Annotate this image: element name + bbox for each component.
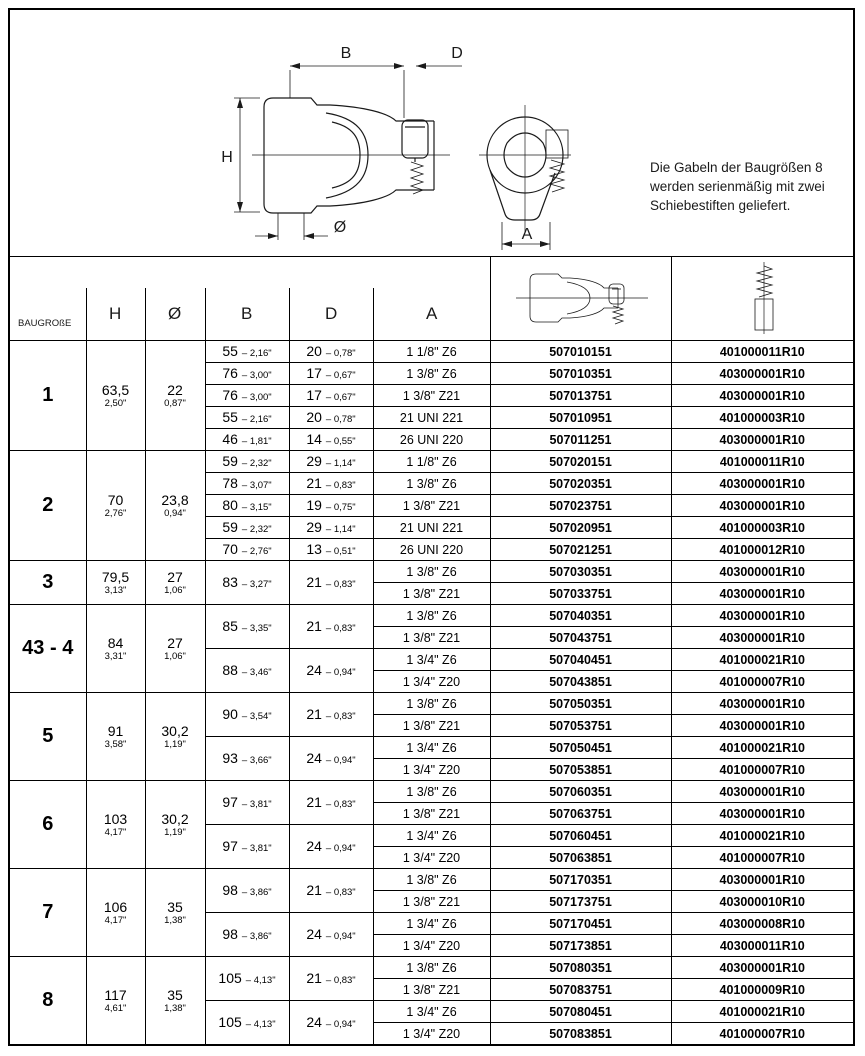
spec-row: [10, 957, 853, 979]
h-cell: 106 4,17": [86, 869, 145, 957]
pin-partnumber-cell: 401000021R10: [671, 649, 853, 671]
yoke-partnumber-cell: 507040351: [490, 605, 671, 627]
d-cell: 21 – 0,83": [289, 869, 373, 913]
baugroesse-cell: 5: [10, 693, 86, 781]
spec-table: [10, 341, 853, 1044]
profile-cell: 21 UNI 221: [373, 407, 490, 429]
dia-cell: 22 0,87": [145, 341, 205, 451]
pin-partnumber-cell: 403000001R10: [671, 627, 853, 649]
d-cell: 17 – 0,67": [289, 385, 373, 407]
dia-cell: 27 1,06": [145, 605, 205, 693]
yoke-partnumber-cell: 507173751: [490, 891, 671, 913]
dia-cell: 27 1,06": [145, 561, 205, 605]
b-cell: 97 – 3,81": [205, 825, 289, 869]
b-cell: 105 – 4,13": [205, 957, 289, 1001]
profile-cell: 26 UNI 220: [373, 539, 490, 561]
profile-cell: 1 3/4" Z20: [373, 671, 490, 693]
pin-thumbnail-icon: [747, 261, 781, 340]
yoke-thumbnail-icon: [506, 262, 656, 339]
yoke-partnumber-cell: 507013751: [490, 385, 671, 407]
spec-row: [10, 869, 853, 891]
spec-row: [10, 341, 853, 363]
profile-cell: 1 3/8" Z6: [373, 473, 490, 495]
d-cell: 21 – 0,83": [289, 605, 373, 649]
pin-partnumber-cell: 401000007R10: [671, 671, 853, 693]
d-cell: 21 – 0,83": [289, 561, 373, 605]
dia-cell: 35 1,38": [145, 869, 205, 957]
dia-cell: 35 1,38": [145, 957, 205, 1045]
yoke-partnumber-cell: 507010951: [490, 407, 671, 429]
table-header: [10, 256, 853, 341]
h-cell: 79,5 3,13": [86, 561, 145, 605]
pin-partnumber-cell: 403000001R10: [671, 473, 853, 495]
pin-partnumber-cell: 401000007R10: [671, 759, 853, 781]
h-cell: 84 3,31": [86, 605, 145, 693]
b-cell: 55 – 2,16": [205, 341, 289, 363]
profile-cell: 1 3/4" Z6: [373, 1001, 490, 1023]
pin-partnumber-cell: 401000021R10: [671, 825, 853, 847]
spec-row: [10, 781, 853, 803]
b-cell: 98 – 3,86": [205, 869, 289, 913]
h-cell: 91 3,58": [86, 693, 145, 781]
profile-cell: 1 3/8" Z6: [373, 781, 490, 803]
yoke-partnumber-cell: 507173851: [490, 935, 671, 957]
profile-cell: 26 UNI 220: [373, 429, 490, 451]
yoke-partnumber-cell: 507030351: [490, 561, 671, 583]
h-cell: 103 4,17": [86, 781, 145, 869]
profile-cell: 1 3/8" Z21: [373, 627, 490, 649]
technical-drawing: [10, 10, 853, 256]
yoke-partnumber-cell: 507010151: [490, 341, 671, 363]
d-cell: 20 – 0,78": [289, 341, 373, 363]
dia-cell: 30,2 1,19": [145, 693, 205, 781]
profile-cell: 1 3/4" Z6: [373, 913, 490, 935]
d-cell: 21 – 0,83": [289, 781, 373, 825]
pin-partnumber-cell: 403000001R10: [671, 781, 853, 803]
profile-cell: 1 3/4" Z6: [373, 649, 490, 671]
dia-cell: 23,8 0,94": [145, 451, 205, 561]
column-header-baugroesse: BAUGROßE: [18, 318, 72, 329]
yoke-dimension-drawing-icon: [10, 10, 853, 256]
d-cell: 29 – 1,14": [289, 517, 373, 539]
pin-partnumber-cell: 403000011R10: [671, 935, 853, 957]
h-cell: 117 4,61": [86, 957, 145, 1045]
yoke-partnumber-cell: 507040451: [490, 649, 671, 671]
b-cell: 80 – 3,15": [205, 495, 289, 517]
yoke-partnumber-cell: 507083751: [490, 979, 671, 1001]
b-cell: 59 – 2,32": [205, 517, 289, 539]
b-cell: 59 – 2,32": [205, 451, 289, 473]
yoke-partnumber-cell: 507063751: [490, 803, 671, 825]
yoke-partnumber-cell: 507021251: [490, 539, 671, 561]
pin-partnumber-cell: 401000003R10: [671, 407, 853, 429]
pin-partnumber-cell: 401000021R10: [671, 737, 853, 759]
profile-cell: 1 3/8" Z6: [373, 693, 490, 715]
b-cell: 76 – 3,00": [205, 385, 289, 407]
pin-partnumber-cell: 401000011R10: [671, 451, 853, 473]
d-cell: 20 – 0,78": [289, 407, 373, 429]
profile-cell: 1 3/4" Z6: [373, 825, 490, 847]
profile-cell: 1 3/8" Z21: [373, 979, 490, 1001]
pin-partnumber-cell: 403000008R10: [671, 913, 853, 935]
pin-partnumber-cell: 403000001R10: [671, 363, 853, 385]
yoke-partnumber-cell: 507020351: [490, 473, 671, 495]
page-frame: [8, 8, 855, 1046]
yoke-partnumber-cell: 507050451: [490, 737, 671, 759]
dim-label-A: A: [521, 226, 533, 243]
b-cell: 88 – 3,46": [205, 649, 289, 693]
d-cell: 24 – 0,94": [289, 825, 373, 869]
profile-cell: 1 3/8" Z6: [373, 869, 490, 891]
b-cell: 97 – 3,81": [205, 781, 289, 825]
pin-partnumber-cell: 403000010R10: [671, 891, 853, 913]
d-cell: 29 – 1,14": [289, 451, 373, 473]
d-cell: 17 – 0,67": [289, 363, 373, 385]
d-cell: 24 – 0,94": [289, 649, 373, 693]
profile-cell: 1 3/8" Z6: [373, 363, 490, 385]
pin-partnumber-cell: 403000001R10: [671, 715, 853, 737]
yoke-partnumber-cell: 507080351: [490, 957, 671, 979]
profile-cell: 1 3/8" Z21: [373, 385, 490, 407]
d-cell: 24 – 0,94": [289, 1001, 373, 1045]
pin-partnumber-cell: 403000001R10: [671, 957, 853, 979]
series-note-line: Schiebestiften geliefert.: [650, 198, 791, 213]
d-cell: 13 – 0,51": [289, 539, 373, 561]
d-cell: 14 – 0,55": [289, 429, 373, 451]
dim-label-H: H: [221, 149, 233, 166]
yoke-partnumber-cell: 507083851: [490, 1023, 671, 1045]
pin-partnumber-cell: 403000001R10: [671, 693, 853, 715]
spec-row: [10, 561, 853, 583]
b-cell: 78 – 3,07": [205, 473, 289, 495]
baugroesse-cell: 6: [10, 781, 86, 869]
b-cell: 55 – 2,16": [205, 407, 289, 429]
profile-cell: 1 3/4" Z20: [373, 847, 490, 869]
column-header-d: D: [325, 304, 338, 323]
profile-cell: 1 3/8" Z21: [373, 715, 490, 737]
yoke-partnumber-cell: 507023751: [490, 495, 671, 517]
series-note-line: Die Gabeln der Baugrößen 8: [650, 160, 823, 175]
pin-partnumber-cell: 403000001R10: [671, 495, 853, 517]
b-cell: 98 – 3,86": [205, 913, 289, 957]
pin-partnumber-cell: 401000021R10: [671, 1001, 853, 1023]
column-header-h: H: [109, 304, 122, 323]
pin-partnumber-cell: 401000009R10: [671, 979, 853, 1001]
yoke-partnumber-cell: 507063851: [490, 847, 671, 869]
yoke-partnumber-cell: 507043751: [490, 627, 671, 649]
pin-partnumber-cell: 401000007R10: [671, 847, 853, 869]
yoke-partnumber-cell: 507060451: [490, 825, 671, 847]
spec-row: [10, 693, 853, 715]
profile-cell: 1 3/8" Z21: [373, 583, 490, 605]
profile-cell: 1 3/8" Z21: [373, 495, 490, 517]
h-cell: 70 2,76": [86, 451, 145, 561]
d-cell: 24 – 0,94": [289, 737, 373, 781]
profile-cell: 1 3/8" Z21: [373, 803, 490, 825]
profile-cell: 1 3/4" Z20: [373, 1023, 490, 1045]
yoke-partnumber-cell: 507080451: [490, 1001, 671, 1023]
pin-partnumber-cell: 401000012R10: [671, 539, 853, 561]
baugroesse-cell: 2: [10, 451, 86, 561]
spec-row: [10, 451, 853, 473]
d-cell: 24 – 0,94": [289, 913, 373, 957]
baugroesse-cell: 43 - 4: [10, 605, 86, 693]
profile-cell: 1 3/4" Z20: [373, 759, 490, 781]
spec-table-body: [10, 341, 853, 1044]
profile-cell: 1 1/8" Z6: [373, 451, 490, 473]
baugroesse-cell: 8: [10, 957, 86, 1045]
yoke-partnumber-cell: 507170351: [490, 869, 671, 891]
spec-row: [10, 605, 853, 627]
b-cell: 85 – 3,35": [205, 605, 289, 649]
series-note-line: werden serienmäßig mit zwei: [650, 179, 825, 194]
b-cell: 46 – 1,81": [205, 429, 289, 451]
baugroesse-cell: 3: [10, 561, 86, 605]
pin-partnumber-cell: 403000001R10: [671, 385, 853, 407]
column-header-dia: Ø: [168, 304, 182, 323]
pin-partnumber-cell: 403000001R10: [671, 803, 853, 825]
b-cell: 93 – 3,66": [205, 737, 289, 781]
b-cell: 76 – 3,00": [205, 363, 289, 385]
dim-label-dia: Ø: [333, 219, 347, 236]
pin-partnumber-cell: 403000001R10: [671, 429, 853, 451]
pin-partnumber-cell: 403000001R10: [671, 583, 853, 605]
yoke-partnumber-cell: 507053851: [490, 759, 671, 781]
d-cell: 21 – 0,83": [289, 693, 373, 737]
b-cell: 83 – 3,27": [205, 561, 289, 605]
yoke-partnumber-cell: 507033751: [490, 583, 671, 605]
pin-partnumber-cell: 401000003R10: [671, 517, 853, 539]
dim-label-D: D: [451, 45, 463, 62]
column-header-a: A: [426, 304, 438, 323]
pin-partnumber-cell: 401000011R10: [671, 341, 853, 363]
profile-cell: 1 1/8" Z6: [373, 341, 490, 363]
yoke-partnumber-cell: 507020951: [490, 517, 671, 539]
series-note: [650, 158, 855, 215]
d-cell: 21 – 0,83": [289, 957, 373, 1001]
d-cell: 19 – 0,75": [289, 495, 373, 517]
d-cell: 21 – 0,83": [289, 473, 373, 495]
profile-cell: 1 3/4" Z20: [373, 935, 490, 957]
yoke-partnumber-cell: 507043851: [490, 671, 671, 693]
profile-cell: 1 3/4" Z6: [373, 737, 490, 759]
pin-partnumber-cell: 403000001R10: [671, 869, 853, 891]
pin-partnumber-cell: 403000001R10: [671, 561, 853, 583]
yoke-partnumber-cell: 507060351: [490, 781, 671, 803]
yoke-partnumber-cell: 507050351: [490, 693, 671, 715]
baugroesse-cell: 7: [10, 869, 86, 957]
h-cell: 63,5 2,50": [86, 341, 145, 451]
pin-partnumber-cell: 403000001R10: [671, 605, 853, 627]
yoke-partnumber-cell: 507053751: [490, 715, 671, 737]
profile-cell: 1 3/8" Z6: [373, 957, 490, 979]
dim-label-B: B: [340, 45, 352, 62]
baugroesse-cell: 1: [10, 341, 86, 451]
column-header-b: B: [241, 304, 253, 323]
profile-cell: 1 3/8" Z21: [373, 891, 490, 913]
profile-cell: 1 3/8" Z6: [373, 561, 490, 583]
profile-cell: 1 3/8" Z6: [373, 605, 490, 627]
yoke-partnumber-cell: 507170451: [490, 913, 671, 935]
dia-cell: 30,2 1,19": [145, 781, 205, 869]
b-cell: 70 – 2,76": [205, 539, 289, 561]
pin-partnumber-cell: 401000007R10: [671, 1023, 853, 1045]
b-cell: 105 – 4,13": [205, 1001, 289, 1045]
yoke-partnumber-cell: 507020151: [490, 451, 671, 473]
yoke-partnumber-cell: 507011251: [490, 429, 671, 451]
b-cell: 90 – 3,54": [205, 693, 289, 737]
profile-cell: 21 UNI 221: [373, 517, 490, 539]
yoke-partnumber-cell: 507010351: [490, 363, 671, 385]
